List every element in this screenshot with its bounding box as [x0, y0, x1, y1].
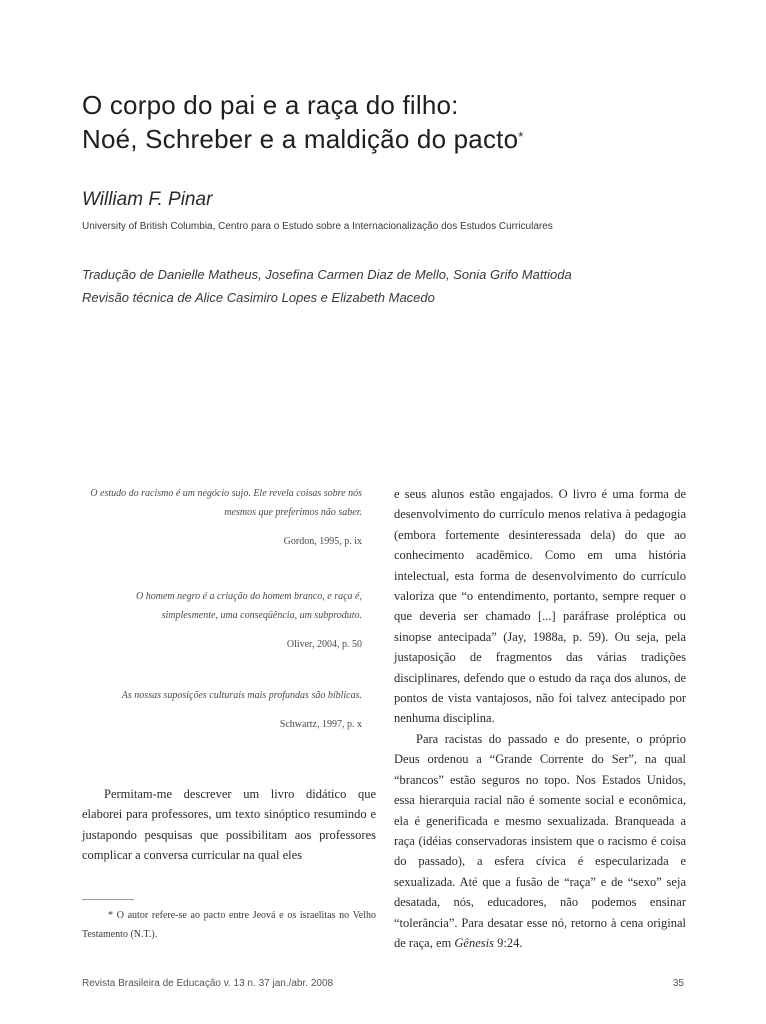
epigraph-quote: As nossas suposições culturais mais profundas são bíblicas.: [121, 690, 362, 701]
genesis-reference: Gênesis: [454, 935, 494, 950]
author-affiliation: University of British Columbia, Centro para o Estudo sobre a Internacionalização dos Estudos Curriculares: [82, 221, 553, 232]
genesis-verse: 9:24.: [493, 935, 523, 950]
epigraph-source: Oliver, 2004, p. 50: [286, 639, 362, 650]
epigraph-3: [86, 686, 362, 730]
journal-footer: Revista Brasileira de Educação v. 13 n. 37 jan./abr. 2008: [82, 978, 334, 989]
footnote-divider: [82, 899, 134, 900]
title-line-1: O corpo do pai e a raça do filho:: [82, 90, 459, 120]
title-line-2-text: Noé, Schreber e a maldição do pacto: [82, 124, 519, 154]
page-number: 35: [672, 978, 684, 989]
epigraph-source: Gordon, 1995, p. ix: [283, 536, 362, 547]
translation-credit: Tradução de Danielle Matheus, Josefina Carmen Diaz de Mello, Sonia Grifo Mattioda: [82, 267, 572, 282]
epigraph-quote: O homem negro é a criação do homem branco, e raça é, simplesmente, uma conseqüência, um subproduto.: [136, 591, 362, 621]
epigraph-quote: O estudo do racismo é um negócio sujo. Ele revela coisas sobre nós mesmos que preferimos não saber.: [90, 488, 362, 518]
body-paragraph-2: [394, 729, 686, 953]
body-paragraph-1-continued: e seus alunos estão engajados. O livro é uma forma de desenvolvimento do currículo menos relativa à pedagogia (embora fortemente desinteressada dela) do que ao conhecimento acadêmico. Como em uma história intelectual, esta forma de desenvolvimento do currículo valoriza que “o entendimento, portanto, sempre requer o que deveria ser chamado [...] paráfrase proléptica ou sinopse antecipada” (Jay, 1988a, p. 59). Ou seja, pela justaposição de fragmentos das várias tradições disciplinares, defendo que o estudo da raça dos alunos, de pontos de vista vantajosos, não foi talvez antecipado por nenhuma disciplina.: [394, 487, 686, 726]
article-title: [82, 88, 702, 156]
epigraph-1: [86, 484, 362, 547]
paragraph-2-text: Para racistas do passado e do presente, o próprio Deus ordenou a “Grande Corrente do Ser”, na qual “brancos” estão seguros no topo. Nos Estados Unidos, essa hierarquia racial não é somente social e econômica, ela é generificada e mesmo sexualizada. Branqueada a raça (idéias conservadoras insistem que o racismo é coisa do passado), a esfera cívica é especularizada e sexualizada. Até que a fusão de “raça” e de “sexo” seja desatada, nós, educadores, não podemos ensinar “tolerância”. Para desatar esse nó, retorno à cena original de raça, em: [394, 731, 686, 950]
title-line-2: [82, 122, 702, 156]
technical-review-credit: Revisão técnica de Alice Casimiro Lopes e Elizabeth Macedo: [82, 290, 435, 305]
body-left-column: [82, 784, 376, 866]
epigraph-source: Schwartz, 1997, p. x: [279, 719, 362, 730]
body-paragraph-1: Permitam-me descrever um livro didático que elaborei para professores, um texto sinóptico resumindo e justapondo pesquisas que possibilitam aos professores complicar a conversa curricular na qual eles: [82, 787, 376, 863]
author-name: William F. Pinar: [82, 189, 213, 210]
footnote: [82, 906, 376, 944]
footnote-text: * O autor refere-se ao pacto entre Jeová e os israelitas no Velho Testamento (N.T.).: [82, 910, 376, 940]
body-right-column: [394, 484, 686, 953]
title-footnote-marker: *: [518, 129, 524, 144]
epigraph-2: [86, 587, 362, 650]
